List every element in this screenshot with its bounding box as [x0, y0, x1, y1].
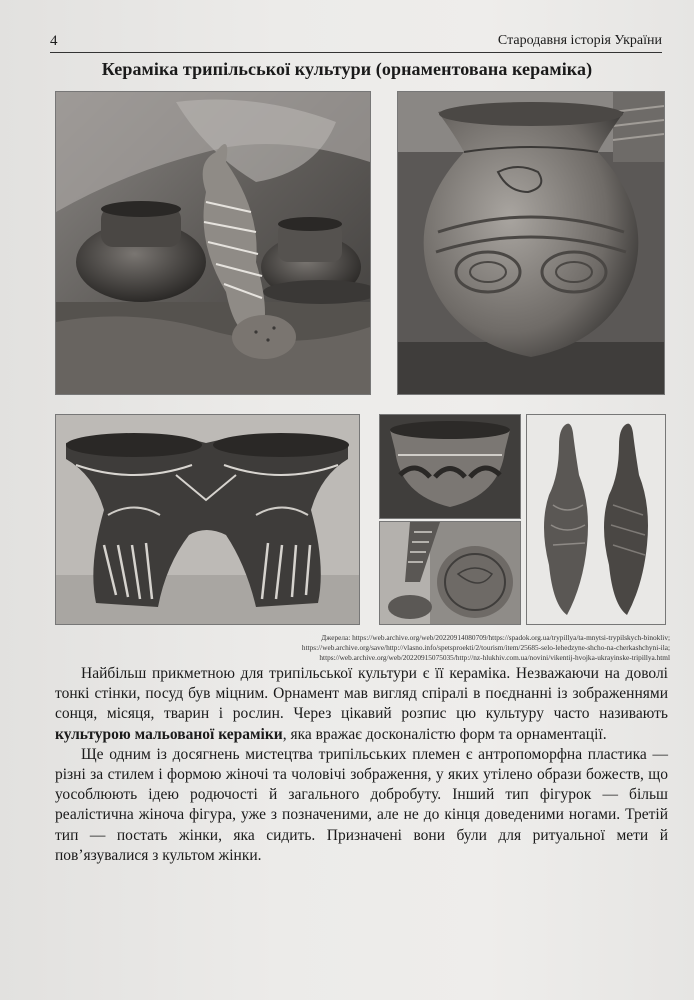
running-title: Стародавня історія України — [497, 33, 662, 48]
photo-painted-bowl — [380, 415, 520, 518]
page-number: 4 — [50, 33, 58, 49]
paragraph-1-text-b: , яка вражає досконалістю форм та орнаментації. — [282, 725, 607, 743]
page-header — [50, 30, 662, 53]
paragraph-1-bold-term: культурою мальованої кераміки — [55, 725, 283, 743]
paragraph-2: Ще одним із досягнень мистецтва трипільських племен є антропоморфна пластика — різні за стилем і формою жіночі та чоловічі зображення, у яких утілено образи божеств, що уособлюють ідею родючості й загального добробуту. Інший тип фігурок — більш реалістична жіноча фігура, уже з позначеними, але не до кінця доведеними ногами. Третій тип — постать жінки, яка сидить. Призначені вони були для ритуальної мети й пов’язувалися з культом жінки. — [55, 745, 668, 864]
paragraph-1 — [55, 664, 668, 745]
source-line-2: https://web.archive.org/save/http://vlasno.info/spetsproekti/2/tourism/item/25685-selo-lehedzyne-shcho-na-cherkashchyni-ila; — [301, 643, 670, 652]
photo-binocular-vessel — [56, 415, 359, 624]
image-sources — [150, 633, 670, 663]
photo-trypillia-vessels-figurine — [56, 92, 370, 394]
source-line-3: https://web.archive.org/web/20220915075035/http://nz-hlukhiv.com.ua/novini/vikentij-hvojka-ukrayinske-tripillya.html — [319, 653, 670, 662]
photo-large-painted-vessel — [398, 92, 664, 394]
source-line-1: Джерела: https://web.archive.org/web/20220914080709/https://spadok.org.ua/trypillya/ta-mnytsi-trypilskych-binokliv; — [321, 633, 670, 642]
photo-plate-and-pottery — [380, 522, 520, 624]
photo-female-figurines — [527, 415, 665, 624]
paragraph-1-text-a: Найбільш прикметною для трипільської культури є її кераміка. Незважаючи на доволі тонкі стінки, посуд був міцним. Орнамент мав вигляд спіралі в поєднанні із зображеннями сонця, місяця, тварин і рослин. Через цікавий розпис цю культуру часто називають — [55, 665, 668, 723]
body-text — [55, 664, 668, 866]
section-title: Кераміка трипільської культури (орнаментована кераміка) — [101, 59, 593, 79]
